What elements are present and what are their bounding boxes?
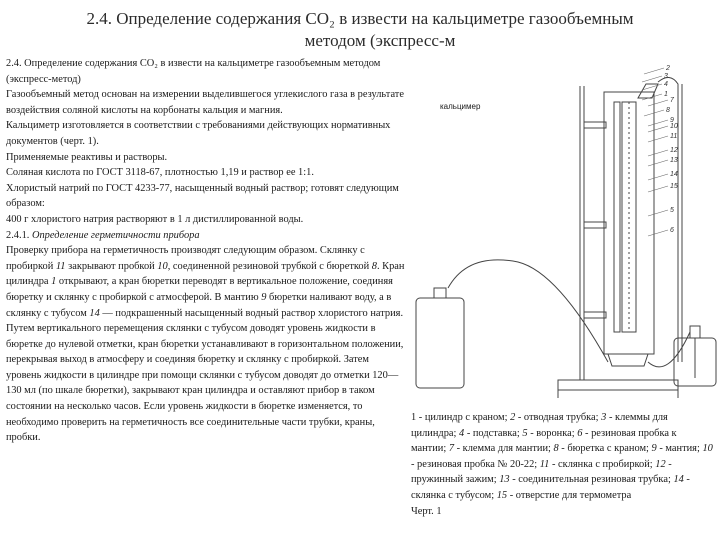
ref-number: 14	[89, 307, 100, 319]
part-number-callout: 8	[666, 107, 670, 114]
procedure-text: , соединенной резиновой трубкой с бюреткой	[167, 260, 372, 272]
legend-text: - соединительная резиновая трубка;	[509, 474, 674, 486]
callout-leader-line	[648, 100, 668, 106]
legend-text: - воронка;	[527, 427, 578, 439]
callout-leader-line	[648, 120, 668, 126]
legend-text: - клеммы для цилиндра;	[411, 412, 668, 439]
legend-text: - пружинный зажим;	[411, 458, 672, 486]
legend-number: 5	[522, 427, 528, 439]
part-number-callout: 11	[670, 133, 678, 140]
part-number-callout: 15	[670, 183, 678, 190]
ref-number: 1	[51, 276, 57, 288]
legend-text: - отводная трубка;	[515, 412, 602, 423]
procedure-text: открывают, а кран бюретки переводят в вертикальное положение, соединяя бюретку и склянку с пробиркой с атмосферой. В мантию	[6, 276, 393, 303]
solution-paragraph: 400 г хлористого натрия растворяют в 1 л дистиллированной воды.	[6, 213, 304, 225]
bottle-left	[416, 298, 464, 388]
part-number-callout: 6	[670, 227, 674, 234]
calcimeter-diagram	[408, 62, 720, 402]
clamp	[584, 222, 606, 228]
legend-text: - резиновая пробка к мантии;	[411, 427, 677, 455]
procedure-text: бюретки наливают воду, а в склянку с тубусом	[6, 291, 392, 319]
legend-text: - отверстие для термометра	[507, 489, 632, 501]
legend-number: 7	[448, 443, 455, 455]
legend-number: 6	[577, 427, 583, 439]
legend-number: 10	[702, 443, 713, 455]
stand-base	[558, 380, 678, 390]
legend-text: - клемма для мантии;	[454, 443, 554, 455]
callout-leader-line	[648, 174, 668, 180]
part-number-callout: 7	[670, 97, 674, 104]
legend-text: - мантия;	[656, 443, 703, 455]
ref-number: 10	[157, 260, 168, 272]
procedure-text: Проверку прибора на герметичность производят следующим образом. Склянку с пробиркой	[6, 245, 365, 272]
part-number-callout: 9	[670, 117, 674, 124]
callout-leader-line	[648, 136, 668, 142]
procedure-text: закрывают пробкой	[65, 260, 158, 272]
callout-leader-line	[644, 68, 664, 74]
part-number-callout: 5	[670, 207, 674, 214]
part-number-callout: 14	[670, 171, 678, 178]
subsection-heading	[6, 228, 406, 244]
callout-leader-line	[648, 186, 668, 192]
legend-number: 11	[539, 458, 550, 470]
legend-number: 1	[411, 412, 417, 423]
ref-number: 11	[55, 260, 66, 272]
heading-paragraph: 2.4. Определение содержания СО₂ в извести на кальциметре газообъемным методом (экспресс-метод)	[6, 58, 381, 85]
valve-assembly	[608, 354, 648, 366]
clamp	[584, 122, 606, 128]
procedure-text: — подкрашенный насыщенный водный раствор хлористого натрия. Путем вертикального перемещения склянки с тубусом доводят уровень жидкости в бюретке до нулевой отметки, кран бюретки устанавливают в горизонтальном положении, перекрывая выход в атмосферу и соединяя бюретку и склянку с пробиркой. Затем уровень жидкости в цилиндре при помощи склянки с тубусом доводят до отметки 120—130 мл (по шкале бюретки), закрывают кран цилиндра и оставляют прибор в таком состоянии на несколько часов. Если уровень жидкости в бюретке изменяется, то необходимо проверить на герметичность все соединительные части трубки, краны, пробки.	[6, 307, 404, 444]
legend-number: 2	[510, 412, 516, 423]
part-number-callout: 13	[670, 157, 678, 164]
legend-number: 4	[459, 427, 465, 439]
figure-caption: Черт. 1	[411, 505, 442, 517]
standard-paragraph: Кальциметр изготовляется в соответствии с требованиями действующих нормативных документов (черт. 1).	[6, 120, 391, 147]
figure-label: кальцимер	[440, 102, 481, 111]
callout-leader-line	[648, 210, 668, 216]
title-line-1: 2.4. Определение содержания СО₂ в извести на кальциметре газообъемным	[86, 9, 634, 28]
ref-number: 8	[371, 260, 377, 272]
legend-number: 12	[655, 458, 666, 470]
subsection-number: 2.4.1.	[6, 229, 32, 241]
method-paragraph: Газообъемный метод основан на измерении выделившегося углекислого газа в результате воздействия соляной кислоты на корбонаты кальция и магния.	[6, 89, 404, 116]
callout-leader-line	[642, 94, 662, 100]
legend-number: 13	[499, 474, 510, 486]
procedure-text: . Кран цилиндра	[6, 260, 405, 288]
callout-leader-line	[648, 150, 668, 156]
legend-number: 14	[673, 474, 684, 486]
figure-legend	[411, 410, 713, 519]
ref-number: 9	[261, 291, 267, 303]
cylinder	[614, 102, 620, 332]
legend-number: 15	[496, 489, 508, 501]
legend-text: - склянка с тубусом;	[411, 474, 690, 501]
reagents-heading: Применяемые реактивы и растворы.	[6, 151, 168, 163]
clamp	[584, 312, 606, 318]
legend-text: - бюретка с краном;	[558, 443, 652, 455]
slide-title	[0, 8, 720, 52]
acid-paragraph: Соляная кислота по ГОСТ 3118-67, плотностью 1,19 и раствор ее 1:1.	[6, 167, 314, 179]
legend-text: - резиновая пробка № 20-22;	[411, 458, 540, 470]
title-line-2: методом (экспресс-м	[304, 31, 456, 50]
procedure-paragraph	[6, 243, 406, 446]
part-number-callout: 3	[664, 73, 668, 80]
callout-leader-line	[648, 160, 668, 166]
legend-text: - цилиндр с краном;	[416, 412, 511, 423]
body-text	[6, 56, 406, 446]
part-number-callout: 2	[666, 65, 670, 72]
part-number-callout: 4	[664, 81, 668, 88]
callout-leader-line	[648, 230, 668, 236]
legend-number: 8	[553, 443, 559, 455]
subsection-title: Определение герметичности прибора	[31, 229, 200, 241]
salt-paragraph: Хлористый натрий по ГОСТ 4233-77, насыщенный водный раствор; готовят следующим образом:	[6, 182, 399, 210]
legend-text: - склянка с пробиркой;	[549, 458, 656, 470]
part-number-callout: 1	[664, 91, 668, 98]
callout-leader-line	[648, 126, 668, 132]
legend-number: 9	[651, 443, 657, 455]
part-number-callout: 12	[670, 147, 678, 154]
legend-text: - подставка;	[464, 427, 523, 439]
part-number-callout: 10	[670, 123, 678, 130]
legend-number: 3	[601, 412, 607, 423]
